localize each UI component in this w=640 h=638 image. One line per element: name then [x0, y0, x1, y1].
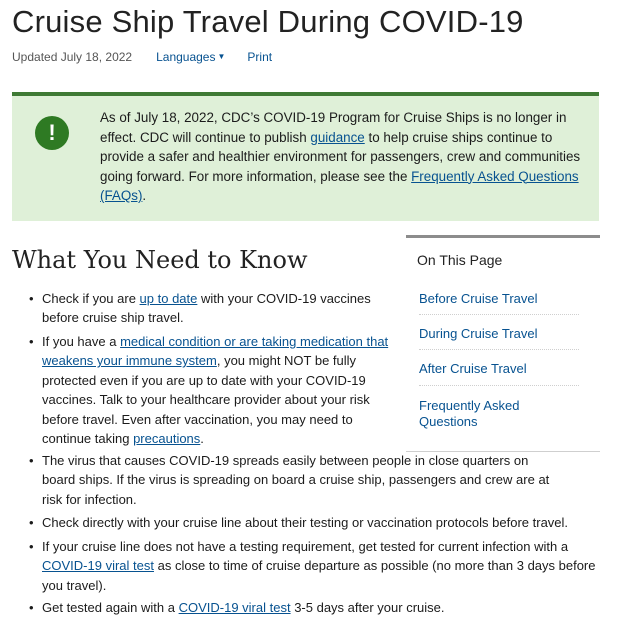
languages-label: Languages	[156, 50, 216, 64]
print-link[interactable]: Print	[247, 50, 273, 64]
list-text: The virus that causes COVID-19 spreads easily between people in close quarters on board ships. If the virus is spreading on board a cruise ship, passengers and crew are at risk for infection.	[42, 453, 550, 507]
list-text: 3-5 days after your cruise.	[290, 600, 445, 615]
alert-text-part: As of July 18, 2022, CDC’s COVID-19 Program for Cruise Ships is no longer in effect. CDC will continue to publish	[100, 110, 567, 145]
on-this-page-title: On This Page	[417, 252, 503, 268]
list-text: as close to time of cruise departure as possible (no more than 3 days before you travel).	[42, 558, 596, 593]
list-item	[42, 598, 602, 617]
list-item	[42, 332, 394, 448]
list-item	[42, 537, 602, 595]
list-text: , you might NOT be fully protected even if you are up to date with your COVID-19 vaccines. Talk to your healthcare provider about your risk before travel. Even after vaccination, you may need to continue taking	[42, 353, 370, 447]
faq-link[interactable]: Frequently Asked Questions (FAQs)	[100, 168, 579, 203]
on-this-page-box	[406, 235, 600, 452]
medical-condition-link[interactable]: medical condition or are taking medication that weakens your immune system	[42, 334, 389, 369]
up-to-date-link[interactable]: up to date	[139, 291, 198, 306]
guidance-link[interactable]: guidance	[310, 129, 365, 145]
list-item: • Check directly with your cruise line about their testing or vaccination protocols before travel.	[42, 513, 602, 532]
alert-banner	[12, 92, 599, 221]
list-text: Get tested again with a	[42, 600, 179, 615]
page-title: Cruise Ship Travel During COVID-19	[12, 4, 524, 39]
divider	[419, 314, 579, 315]
list-text: .	[200, 431, 204, 447]
alert-text	[100, 108, 582, 206]
alert-text-part: .	[142, 188, 147, 203]
otp-link-during-cruise[interactable]: During Cruise Travel	[419, 326, 538, 341]
languages-dropdown[interactable]	[156, 50, 225, 64]
page-meta	[12, 50, 272, 64]
updated-date: Updated July 18, 2022	[12, 50, 133, 64]
list-text: Check if you are	[42, 291, 140, 306]
list-item	[42, 289, 372, 328]
list-text: with your COVID-19 vaccines before cruise ship travel.	[42, 291, 371, 326]
alert-text-part: to help cruise ships continue to provide a safer and healthier environment for passengers, crew and communities going forward. For more information, please see the	[100, 129, 581, 184]
otp-link-after-cruise[interactable]: After Cruise Travel	[419, 361, 527, 376]
section-heading: What You Need to Know	[12, 246, 308, 274]
viral-test-link-2[interactable]: COVID-19 viral test	[178, 600, 291, 615]
otp-link-before-cruise[interactable]: Before Cruise Travel	[419, 291, 538, 306]
otp-link-faq[interactable]: Frequently Asked Questions	[419, 398, 520, 429]
divider	[419, 385, 579, 386]
divider	[419, 349, 579, 350]
viral-test-link[interactable]: COVID-19 viral test	[42, 558, 154, 574]
caret-down-icon: ▼	[217, 52, 226, 61]
list-text: If your cruise line does not have a testing requirement, get tested for current infection with a	[42, 539, 569, 554]
list-text: If you have a	[42, 334, 121, 349]
list-item	[42, 451, 562, 509]
exclamation-icon: !	[35, 116, 69, 150]
precautions-link[interactable]: precautions	[133, 431, 201, 447]
